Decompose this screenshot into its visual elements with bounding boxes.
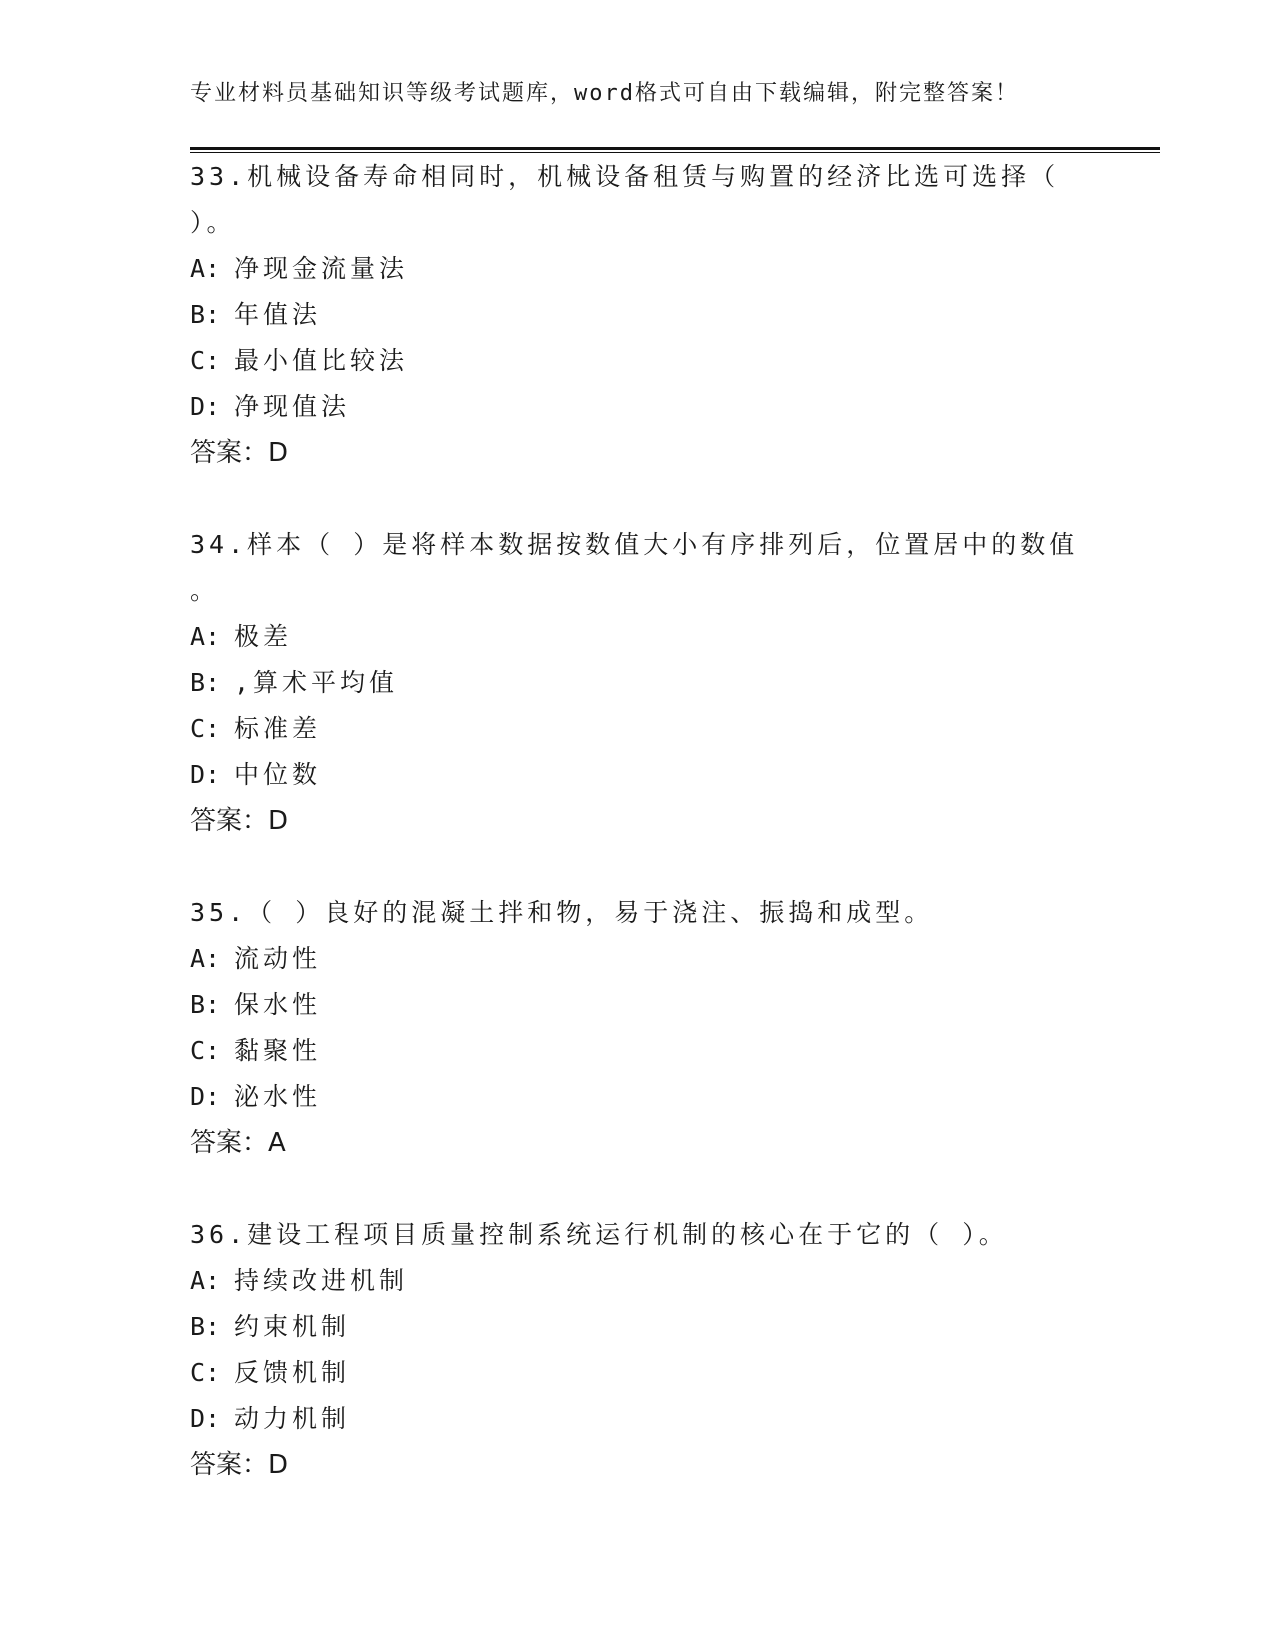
- question-list: [190, 154, 1090, 1488]
- option-a: [190, 1258, 1090, 1304]
- option-letter: C:: [190, 1036, 221, 1065]
- option-letter: C:: [190, 714, 221, 743]
- option-letter: C:: [190, 346, 221, 375]
- option-c: [190, 706, 1090, 752]
- option-text: 持续改进机制: [234, 1266, 409, 1295]
- option-text: 净现金流量法: [234, 254, 409, 283]
- header-rule-thin: [190, 152, 1160, 153]
- question-text: 35.（ ）良好的混凝土拌和物，易于浇注、振捣和成型。: [190, 898, 934, 927]
- question-36: [190, 1212, 1090, 1488]
- option-text: 极差: [234, 622, 293, 651]
- option-text: 动力机制: [234, 1404, 351, 1433]
- answer: 答案：D: [190, 1450, 289, 1480]
- answer: 答案：A: [190, 1128, 286, 1158]
- option-letter: B:: [190, 300, 221, 329]
- option-letter: B:: [190, 1312, 221, 1341]
- question-text-continued: ）。: [190, 208, 236, 237]
- answer: 答案：D: [190, 806, 289, 836]
- option-d: [190, 1396, 1090, 1442]
- question-text: 34.样本（ ）是将样本数据按数值大小有序排列后，位置居中的数值: [190, 530, 1079, 559]
- option-letter: A:: [190, 254, 221, 283]
- question-spacer: [190, 844, 1090, 890]
- question-spacer: [190, 1166, 1090, 1212]
- option-c: [190, 338, 1090, 384]
- option-letter: B:: [190, 990, 221, 1019]
- option-text: 流动性: [234, 944, 322, 973]
- option-d: [190, 752, 1090, 798]
- option-d: [190, 384, 1090, 430]
- option-text: 反馈机制: [234, 1358, 351, 1387]
- option-text: 约束机制: [234, 1312, 351, 1341]
- option-letter: D:: [190, 392, 221, 421]
- option-b: [190, 1304, 1090, 1350]
- answer: 答案：D: [190, 438, 289, 468]
- option-letter: D:: [190, 1082, 221, 1111]
- option-text: 最小值比较法: [234, 346, 409, 375]
- option-text: 保水性: [234, 990, 322, 1019]
- header-rule: [190, 147, 1160, 150]
- option-text: 中位数: [234, 760, 322, 789]
- question-35: [190, 890, 1090, 1166]
- option-text: 净现值法: [234, 392, 351, 421]
- option-letter: D:: [190, 1404, 221, 1433]
- option-b: [190, 292, 1090, 338]
- option-d: [190, 1074, 1090, 1120]
- option-text: 泌水性: [234, 1082, 322, 1111]
- option-text: 黏聚性: [234, 1036, 322, 1065]
- option-letter: C:: [190, 1358, 221, 1387]
- question-spacer: [190, 476, 1090, 522]
- option-c: [190, 1028, 1090, 1074]
- option-a: [190, 936, 1090, 982]
- option-text: 年值法: [234, 300, 322, 329]
- option-text: ,算术平均值: [234, 668, 399, 697]
- option-letter: D:: [190, 760, 221, 789]
- option-letter: B:: [190, 668, 221, 697]
- option-a: [190, 246, 1090, 292]
- option-letter: A:: [190, 622, 221, 651]
- option-b: [190, 982, 1090, 1028]
- question-text: 33.机械设备寿命相同时，机械设备租赁与购置的经济比选可选择（: [190, 162, 1060, 191]
- option-letter: A:: [190, 944, 221, 973]
- option-c: [190, 1350, 1090, 1396]
- question-text: 36.建设工程项目质量控制系统运行机制的核心在于它的（ ）。: [190, 1220, 1008, 1249]
- option-a: [190, 614, 1090, 660]
- option-letter: A:: [190, 1266, 221, 1295]
- question-33: [190, 154, 1090, 476]
- question-34: [190, 522, 1090, 844]
- question-text-continued: 。: [190, 576, 220, 605]
- page-header: 专业材料员基础知识等级考试题库，word格式可自由下载编辑，附完整答案！: [190, 81, 1019, 106]
- option-b: [190, 660, 1090, 706]
- option-text: 标准差: [234, 714, 322, 743]
